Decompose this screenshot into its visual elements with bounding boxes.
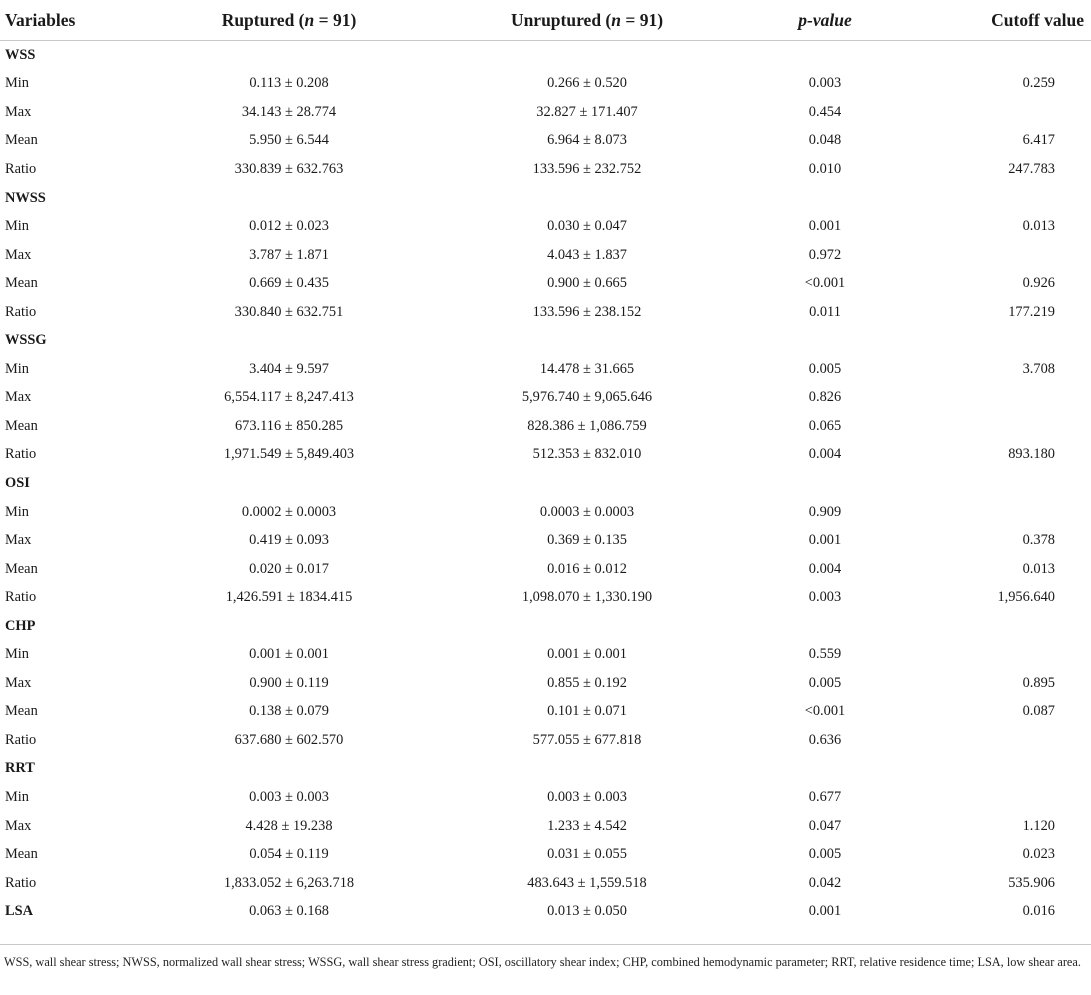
cell-variable: Mean [5,560,38,577]
cell-pvalue [736,326,914,355]
cell-pvalue: 0.004 [808,560,842,577]
cell-cutoff: 0.926 [1022,275,1055,292]
cell-ruptured [140,612,438,641]
cell-pvalue: 0.454 [808,103,842,120]
cell-cutoff [914,755,1091,784]
cell-cutoff [914,98,1091,127]
cell-cutoff: 0.895 [1022,674,1055,691]
header-ruptured-post: = 91) [314,9,357,30]
cell-variable: NWSS [5,189,46,206]
cell-pvalue [736,612,914,641]
table-row [0,127,1091,156]
cell-ruptured [140,41,438,70]
cell-ruptured: 637.680 ± 602.570 [234,731,344,748]
cell-cutoff: 0.259 [1022,75,1055,92]
cell-ruptured [140,184,438,213]
table-row [0,669,1091,698]
cell-unruptured [438,41,736,70]
cell-ruptured: 0.900 ± 0.119 [249,674,329,691]
cell-cutoff: 0.087 [1022,703,1055,720]
table-group-row [0,897,1091,926]
cell-variable: Max [5,532,32,549]
cell-cutoff: 6.417 [1022,132,1055,149]
cell-unruptured: 577.055 ± 677.818 [532,731,642,748]
cell-variable: Mean [5,703,38,720]
cell-variable: Max [5,389,32,406]
table-group-row [0,755,1091,784]
header-variables: Variables [0,0,140,41]
table-row [0,98,1091,127]
cell-unruptured: 133.596 ± 238.152 [532,303,642,320]
table-row [0,155,1091,184]
cell-variable: Min [5,503,29,520]
cell-pvalue: 0.001 [808,218,842,235]
header-ruptured [140,0,438,41]
cell-unruptured: 0.013 ± 0.050 [547,903,627,920]
cell-variable: WSSG [5,332,47,349]
table-group-row [0,184,1091,213]
cell-pvalue: 0.042 [808,874,842,891]
cell-pvalue: <0.001 [804,703,846,720]
table-header-row [0,0,1091,41]
table-row [0,384,1091,413]
table-row [0,640,1091,669]
cell-variable: Max [5,817,32,834]
cell-pvalue: 0.001 [808,903,842,920]
cell-ruptured: 1,426.591 ± 1834.415 [225,589,353,606]
cell-cutoff: 247.783 [1008,160,1055,177]
cell-cutoff [914,412,1091,441]
cell-ruptured: 0.138 ± 0.079 [249,703,329,720]
cell-cutoff: 3.708 [1022,360,1055,377]
table-row [0,412,1091,441]
cell-cutoff [914,612,1091,641]
cell-variable: WSS [5,46,36,63]
cell-unruptured: 1,098.070 ± 1,330.190 [521,589,653,606]
cell-variable: OSI [5,474,30,491]
cell-cutoff [914,241,1091,270]
table-row [0,555,1091,584]
cell-unruptured: 512.353 ± 832.010 [532,446,642,463]
table-group-row [0,326,1091,355]
cell-unruptured: 0.003 ± 0.003 [547,788,627,805]
header-ruptured-pre: Ruptured ( [221,9,305,30]
cell-cutoff [914,469,1091,498]
cell-variable: Ratio [5,446,37,463]
table-group-row [0,612,1091,641]
cell-ruptured: 330.840 ± 632.751 [234,303,344,320]
cell-pvalue [736,184,914,213]
cell-pvalue [736,469,914,498]
table-row [0,70,1091,99]
cell-cutoff: 0.023 [1022,846,1055,863]
cell-pvalue: 0.005 [808,360,842,377]
table-row [0,441,1091,470]
cell-cutoff: 177.219 [1008,303,1055,320]
table-row [0,355,1091,384]
table-row [0,298,1091,327]
header-cutoff: Cutoff value [914,0,1091,41]
table-row [0,840,1091,869]
table-row [0,212,1091,241]
cell-ruptured: 0.020 ± 0.017 [249,560,329,577]
cell-variable: Ratio [5,874,37,891]
cell-pvalue: 0.005 [808,674,842,691]
cell-ruptured: 0.669 ± 0.435 [249,275,329,292]
cell-pvalue: 0.559 [808,646,842,663]
cell-ruptured: 0.419 ± 0.093 [249,532,329,549]
cell-cutoff: 1,956.640 [997,589,1055,606]
cell-ruptured: 4.428 ± 19.238 [245,817,333,834]
cell-ruptured: 0.054 ± 0.119 [249,846,329,863]
cell-pvalue: 0.047 [808,817,842,834]
table-row [0,726,1091,755]
cell-ruptured: 330.839 ± 632.763 [234,160,344,177]
cell-ruptured: 0.001 ± 0.001 [249,646,329,663]
cell-pvalue [736,755,914,784]
cell-variable: Min [5,360,29,377]
cell-unruptured: 0.030 ± 0.047 [547,218,627,235]
cell-unruptured: 483.643 ± 1,559.518 [527,874,647,891]
cell-ruptured: 1,971.549 ± 5,849.403 [223,446,355,463]
cell-unruptured: 0.016 ± 0.012 [547,560,627,577]
cell-unruptured [438,612,736,641]
cell-variable: Min [5,788,29,805]
cell-variable: Mean [5,132,38,149]
cell-unruptured [438,326,736,355]
header-unruptured-n: n [611,9,621,30]
table-row [0,812,1091,841]
table-row [0,241,1091,270]
table-body [0,41,1091,926]
cell-pvalue [736,41,914,70]
header-unruptured [438,0,736,41]
cell-cutoff: 893.180 [1008,446,1055,463]
cell-pvalue: 0.048 [808,132,842,149]
cell-ruptured [140,469,438,498]
cell-unruptured: 0.001 ± 0.001 [547,646,627,663]
table-row [0,269,1091,298]
cell-unruptured: 828.386 ± 1,086.759 [527,417,647,434]
cell-pvalue: <0.001 [804,275,846,292]
cell-unruptured: 133.596 ± 232.752 [532,160,642,177]
cell-pvalue: 0.010 [808,160,842,177]
cell-unruptured: 0.101 ± 0.071 [547,703,627,720]
cell-ruptured: 3.404 ± 9.597 [249,360,329,377]
cell-variable: Max [5,246,32,263]
cell-pvalue: 0.909 [808,503,842,520]
cell-ruptured [140,326,438,355]
cell-cutoff [914,384,1091,413]
cell-pvalue: 0.001 [808,532,842,549]
cell-pvalue: 0.011 [809,303,841,320]
cell-ruptured: 5.950 ± 6.544 [249,132,329,149]
cell-unruptured: 0.266 ± 0.520 [547,75,627,92]
cell-pvalue: 0.003 [808,75,842,92]
cell-cutoff: 0.013 [1022,560,1055,577]
cell-ruptured: 0.012 ± 0.023 [249,218,329,235]
cell-cutoff: 535.906 [1008,874,1055,891]
cell-unruptured: 0.369 ± 0.135 [547,532,627,549]
header-unruptured-post: = 91) [621,9,664,30]
cell-variable: RRT [5,760,35,777]
cell-ruptured: 673.116 ± 850.285 [234,417,344,434]
cell-pvalue: 0.972 [808,246,842,263]
table-group-row [0,41,1091,70]
cell-variable: Mean [5,846,38,863]
cell-variable: Mean [5,417,38,434]
table-footnote: WSS, wall shear stress; NWSS, normalized wall shear stress; WSSG, wall shear stress gradient; OSI, oscillatory shear index; CHP, combined hemodynamic parameter; RRT, relative residence time; LSA, low shear area. [4,955,1081,969]
cell-unruptured: 32.827 ± 171.407 [536,103,638,120]
cell-cutoff [914,184,1091,213]
cell-cutoff [914,41,1091,70]
cell-ruptured: 0.113 ± 0.208 [249,75,329,92]
cell-cutoff: 0.013 [1022,218,1055,235]
cell-pvalue: 0.003 [808,589,842,606]
cell-ruptured: 6,554.117 ± 8,247.413 [224,389,354,406]
cell-unruptured: 1.233 ± 4.542 [547,817,627,834]
cell-unruptured: 0.900 ± 0.665 [547,275,627,292]
cell-cutoff [914,783,1091,812]
cell-unruptured [438,755,736,784]
cell-cutoff [914,640,1091,669]
cell-unruptured: 4.043 ± 1.837 [547,246,627,263]
cell-unruptured: 6.964 ± 8.073 [547,132,627,149]
table-row [0,783,1091,812]
cell-unruptured [438,469,736,498]
cell-ruptured: 0.063 ± 0.168 [249,903,329,920]
cell-cutoff: 1.120 [1022,817,1055,834]
cell-pvalue: 0.636 [808,731,842,748]
cell-ruptured: 1,833.052 ± 6,263.718 [223,874,355,891]
cell-variable: Min [5,646,29,663]
cell-cutoff [914,498,1091,527]
cell-pvalue: 0.005 [808,846,842,863]
cell-variable: Mean [5,275,38,292]
cell-pvalue: 0.004 [808,446,842,463]
cell-variable: Max [5,103,32,120]
cell-variable: Ratio [5,589,37,606]
table-row [0,498,1091,527]
cell-ruptured: 0.003 ± 0.003 [249,788,329,805]
cell-variable: Max [5,674,32,691]
cell-variable: CHP [5,617,36,634]
cell-pvalue: 0.677 [808,788,842,805]
cell-pvalue: 0.826 [808,389,842,406]
cell-variable: Ratio [5,160,37,177]
table-row [0,698,1091,727]
table-group-row [0,469,1091,498]
cell-cutoff: 0.378 [1022,532,1055,549]
table-row [0,583,1091,612]
cell-unruptured: 5,976.740 ± 9,065.646 [521,389,653,406]
cell-unruptured: 0.031 ± 0.055 [547,846,627,863]
cell-cutoff: 0.016 [1022,903,1055,920]
cell-unruptured [438,184,736,213]
header-pvalue: p-value [736,0,914,41]
cell-ruptured [140,755,438,784]
cell-variable: Ratio [5,731,37,748]
cell-cutoff [914,726,1091,755]
cell-ruptured: 34.143 ± 28.774 [241,103,337,120]
cell-cutoff [914,326,1091,355]
cell-pvalue: 0.065 [808,417,842,434]
cell-variable: Min [5,218,29,235]
header-unruptured-pre: Unruptured ( [510,9,612,30]
cell-variable: Min [5,75,29,92]
header-ruptured-n: n [304,9,315,30]
cell-ruptured: 3.787 ± 1.871 [249,246,329,263]
cell-variable: LSA [5,903,33,920]
table-row [0,869,1091,898]
cell-unruptured: 0.0003 ± 0.0003 [539,503,635,520]
cell-ruptured: 0.0002 ± 0.0003 [241,503,337,520]
cell-variable: Ratio [5,303,37,320]
table-row [0,526,1091,555]
table-bottom-rule [0,944,1091,945]
cell-unruptured: 0.855 ± 0.192 [547,674,627,691]
cell-unruptured: 14.478 ± 31.665 [539,360,635,377]
